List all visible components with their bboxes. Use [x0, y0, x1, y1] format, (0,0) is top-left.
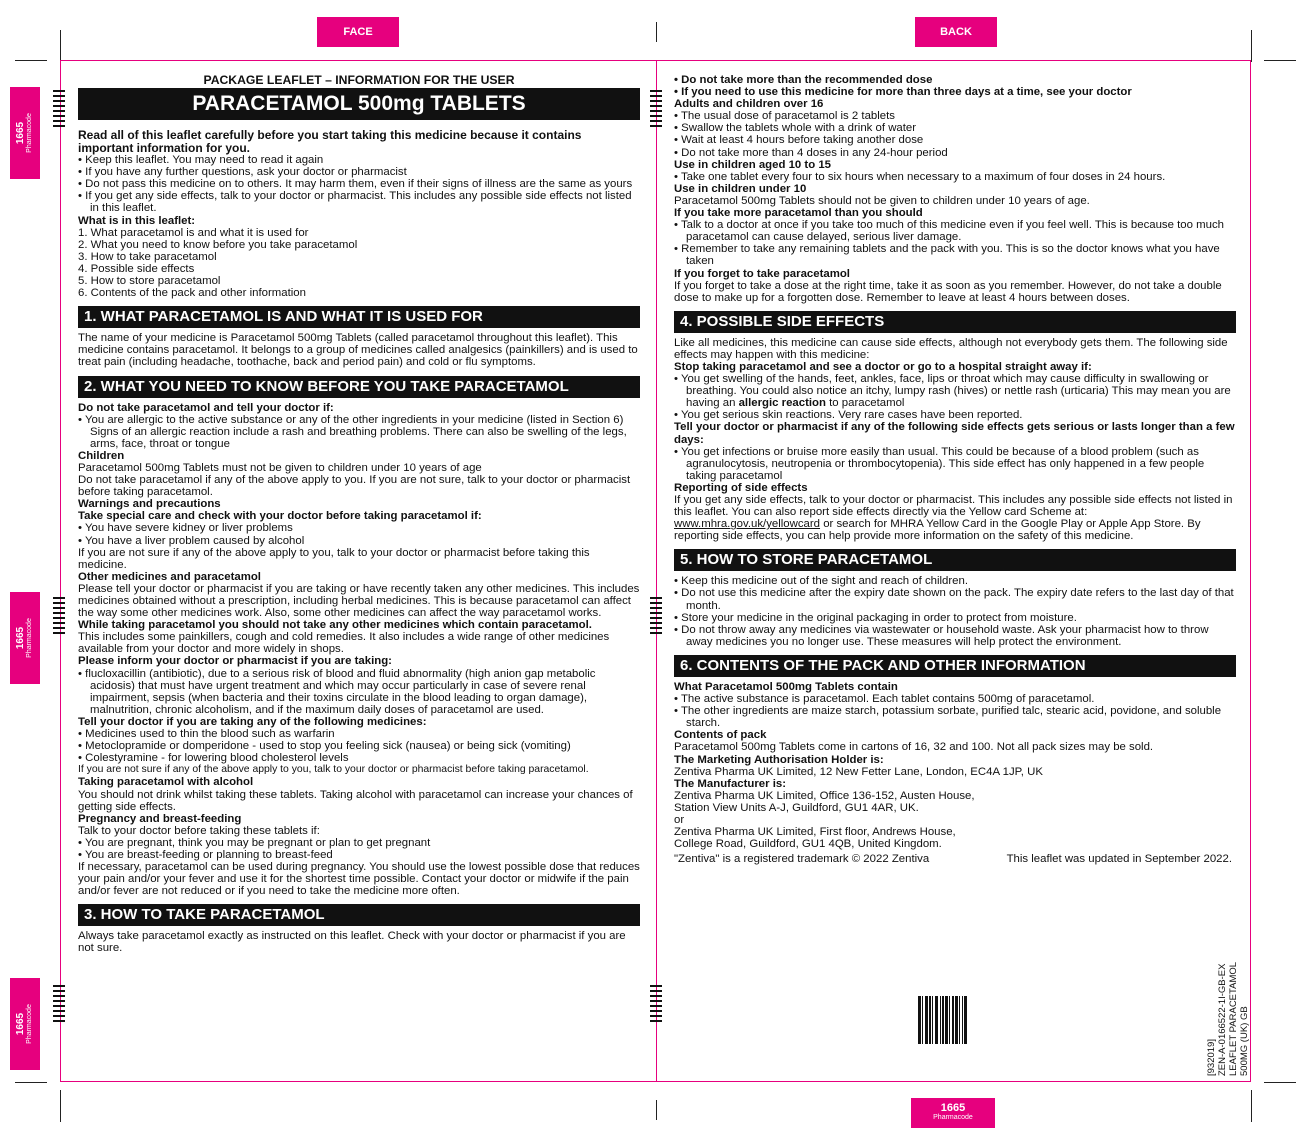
subheading: The Manufacturer is:	[674, 777, 787, 790]
paragraph	[674, 494, 1236, 542]
pharmacode-number: 1665	[940, 1102, 966, 1114]
subheading: Warnings and precautions	[78, 498, 221, 511]
list-item: • Keep this leaflet. You may need to read it again	[78, 154, 640, 166]
pharmacode-label: Pharmacode	[26, 1004, 34, 1044]
crop-mark	[656, 22, 657, 42]
list-item	[674, 373, 1236, 409]
list-item: • Metoclopramide or domperidone - used to stop you feeling sick (nausea) or being sick (vomiting)	[78, 740, 640, 752]
artwork-code-line: [932019]	[1206, 1039, 1217, 1076]
pharmacode-number: 1665	[15, 626, 27, 650]
footer-row	[674, 853, 1236, 865]
list-item: • You have a liver problem caused by alcohol	[78, 535, 640, 547]
back-tab	[915, 17, 997, 47]
list-item: • Do not throw away any medicines via wastewater or household waste. Ask your pharmacist how to throw away medicines you no longer use. These measures will help protect the environment.	[674, 624, 1236, 648]
barcode	[918, 996, 992, 1044]
crop-mark	[656, 1100, 657, 1120]
address-line: Zentiva Pharma UK Limited, First floor, Andrews House,	[674, 826, 956, 839]
allergic-reaction-emphasis: allergic reaction	[738, 397, 826, 410]
report-text: or search for MHRA Yellow Card in the Google Play or Apple App Store. By reporting side effects, you can help provide more information on the safety of this medicine.	[674, 518, 1201, 543]
contents-heading: What is in this leaflet:	[78, 214, 196, 227]
registration-marks	[53, 90, 65, 130]
list-item: • You are pregnant, think you may be pregnant or plan to get pregnant	[78, 837, 640, 849]
pharmacode-side-tab	[10, 978, 40, 1070]
paragraph: If you are not sure if any of the above apply to you, talk to your doctor or pharmacist before taking paracetamol.	[78, 764, 589, 776]
contents-item: 6. Contents of the pack and other information	[78, 287, 306, 300]
trademark-text: "Zentiva" is a registered trademark © 2022 Zentiva	[674, 853, 930, 866]
subheading: Pregnancy and breast-feeding	[78, 812, 242, 825]
list-item: • You are breast-feeding or planning to breast-feed	[78, 849, 640, 861]
section-6-heading: 6. CONTENTS OF THE PACK AND OTHER INFORMATION	[674, 655, 1236, 677]
fold-line	[656, 60, 657, 1082]
paragraph: Paracetamol 500mg Tablets come in cartons of 16, 32 and 100. Not all pack sizes may be sold.	[674, 741, 1154, 754]
registration-marks	[650, 90, 662, 130]
intro-text: Read all of this leaflet carefully before you start taking this medicine because it contains important information for you.	[78, 128, 582, 155]
crop-mark	[15, 60, 47, 61]
face-column	[78, 74, 640, 955]
subheading: Stop taking paracetamol and see a doctor or go to a hospital straight away if:	[674, 360, 1092, 373]
bullet-text: You get swelling of the hands, feet, ankles, face, lips or throat which may cause difficulty in swallowing or breathing. You could also notice an itchy, lumpy rash (hives) or nettle rash (urticaria) This may mean you are having an	[680, 373, 1231, 410]
pharmacode-side-tab	[10, 87, 40, 179]
subheading: Adults and children over 16	[674, 98, 824, 111]
back-column	[674, 74, 1236, 865]
pharmacode-side-tab	[10, 592, 40, 684]
list-item: • You are allergic to the active substance or any of the other ingredients in your medicine (listed in Section 6)	[78, 414, 640, 426]
pharmacode-label: Pharmacode	[26, 618, 34, 658]
list-item: • Medicines used to thin the blood such as warfarin	[78, 728, 640, 740]
subheading: Children	[78, 449, 125, 462]
paragraph: If you are not sure if any of the above apply to you, talk to your doctor or pharmacist before taking this medicine.	[78, 546, 590, 571]
registration-marks	[650, 985, 662, 1025]
paragraph: Paracetamol 500mg Tablets should not be given to children under 10 years of age.	[674, 194, 1090, 207]
subheading: Tell your doctor if you are taking any of the following medicines:	[78, 715, 427, 728]
subheading: Tell your doctor or pharmacist if any of the following side effects gets serious or lasts longer than a few days:	[674, 421, 1235, 446]
list-item: • Wait at least 4 hours before taking another dose	[674, 134, 1236, 146]
subheading: Taking paracetamol with alcohol	[78, 776, 254, 789]
artwork-code-line: ZEN-A-0166522-1I-GB-EX	[1217, 963, 1228, 1076]
paragraph: Signs of an allergic reaction include a rash and breathing problems. There can also be swelling of the legs, arms, face, throat or tongue	[90, 425, 627, 450]
face-tab	[317, 17, 399, 47]
list-item: • Do not take more than 4 doses in any 24-hour period	[674, 147, 1236, 159]
section-2-heading: 2. WHAT YOU NEED TO KNOW BEFORE YOU TAKE PARACETAMOL	[78, 376, 640, 398]
face-label: FACE	[343, 26, 373, 38]
list-item: • If you get any side effects, talk to your doctor or pharmacist. This includes any possible side effects not listed in this leaflet.	[78, 190, 640, 214]
bottom-pharmacode-tab	[911, 1098, 995, 1128]
report-text: If you get any side effects, talk to your doctor or pharmacist. This includes any possible side effects not listed in this leaflet. You can also report side effects directly via the Yellow card Scheme at:	[674, 494, 1233, 519]
paragraph: Please tell your doctor or pharmacist if you are taking or have recently taken any other medicines. This includes medicines obtained without a prescription, including herbal medicines. This is because paracetamol can affect the way some other medicines work. Also, some other medicines can affect the way paracetamol works.	[78, 582, 640, 620]
section-3-heading: 3. HOW TO TAKE PARACETAMOL	[78, 904, 640, 926]
address-line: College Road, Guildford, GU1 4QB, United Kingdom.	[674, 838, 942, 851]
updated-text: This leaflet was updated in September 2022.	[1006, 853, 1232, 866]
subheading: Take special care and check with your doctor before taking paracetamol if:	[78, 510, 482, 523]
leaflet-title: PARACETAMOL 500mg TABLETS	[78, 88, 640, 120]
list-item: • flucloxacillin (antibiotic), due to a serious risk of blood and fluid abnormality (high anion gap metabolic acidosis) that must have urgent treatment and which may occur particularly in case of severe renal impairment, sepsis (when bacteria and their toxins circulate in the blood leading to organ damage), malnutrition, chronic alcoholism, and if the maximum daily doses of paracetamol are used.	[78, 668, 640, 716]
subheading: Please inform your doctor or pharmacist if you are taking:	[78, 655, 392, 668]
or-text: or	[674, 813, 685, 826]
paragraph: This includes some painkillers, cough and cold remedies. It also includes a wide range of other medicines available from your doctor and more widely in shops.	[78, 631, 610, 656]
list-item: • The active substance is paracetamol. Each tablet contains 500mg of paracetamol.	[674, 693, 1236, 705]
subheading: Other medicines and paracetamol	[78, 570, 261, 583]
registration-marks	[53, 597, 65, 637]
subheading: The Marketing Authorisation Holder is:	[674, 753, 884, 766]
artwork-code-line: 500MG (UK) GB	[1239, 1006, 1250, 1076]
subheading: What Paracetamol 500mg Tablets contain	[674, 680, 898, 693]
subheading: Use in children under 10	[674, 182, 807, 195]
subheading: If you forget to take paracetamol	[674, 267, 850, 280]
crop-mark	[1264, 60, 1296, 61]
list-item: • Do not pass this medicine on to others. It may harm them, even if their signs of illness are the same as yours	[78, 178, 640, 190]
list-item: • The usual dose of paracetamol is 2 tablets	[674, 110, 1236, 122]
crop-mark	[1264, 1082, 1296, 1083]
list-item: • If you need to use this medicine for more than three days at a time, see your doctor	[674, 86, 1236, 98]
package-header: PACKAGE LEAFLET – INFORMATION FOR THE USER	[203, 73, 515, 87]
subheading: If you take more paracetamol than you should	[674, 207, 923, 220]
list-item: • Keep this medicine out of the sight and reach of children.	[674, 575, 1236, 587]
subheading: While taking paracetamol you should not take any other medicines which contain paracetamol.	[78, 619, 592, 632]
subheading: Use in children aged 10 to 15	[674, 158, 831, 171]
section-3-body: Always take paracetamol exactly as instructed on this leaflet. Check with your doctor or pharmacist if you are not sure.	[78, 930, 626, 955]
pharmacode-number: 1665	[15, 1012, 27, 1036]
paragraph: Zentiva Pharma UK Limited, 12 New Fetter Lane, London, EC4A 1JP, UK	[674, 765, 1043, 778]
list-item: • Do not use this medicine after the expiry date shown on the pack. The expiry date refers to the last day of that month.	[674, 587, 1236, 611]
contents-item: 4. Possible side effects	[78, 262, 195, 275]
registration-marks	[650, 597, 662, 637]
paragraph: Like all medicines, this medicine can cause side effects, although not everybody gets them. The following side effects may happen with this medicine:	[674, 336, 1228, 361]
crop-mark	[15, 1082, 47, 1083]
artwork-code-line: LEAFLET PARACETAMOL	[1228, 961, 1239, 1076]
list-item: • Colestyramine - for lowering blood cholesterol levels	[78, 752, 640, 764]
list-item: • The other ingredients are maize starch, potassium sorbate, purified talc, stearic acid, povidone, and soluble starch.	[674, 705, 1236, 729]
yellowcard-link[interactable]: www.mhra.gov.uk/yellowcard	[674, 518, 821, 531]
crop-mark	[1251, 30, 1252, 62]
subheading: Contents of pack	[674, 729, 767, 742]
list-item: • Store your medicine in the original packaging in order to protect from moisture.	[674, 612, 1236, 624]
section-5-heading: 5. HOW TO STORE PARACETAMOL	[674, 549, 1236, 571]
pharmacode-number: 1665	[15, 121, 27, 145]
crop-mark	[60, 30, 61, 62]
section-1-heading: 1. WHAT PARACETAMOL IS AND WHAT IT IS USED FOR	[78, 306, 640, 328]
registration-marks	[53, 985, 65, 1025]
list-item: • Do not take more than the recommended dose	[674, 74, 1236, 86]
pharmacode-label: Pharmacode	[26, 113, 34, 153]
contents-item: 3. How to take paracetamol	[78, 250, 217, 263]
crop-mark	[60, 1090, 61, 1122]
paragraph: Paracetamol 500mg Tablets must not be given to children under 10 years of age	[78, 461, 482, 474]
paragraph: If you forget to take a dose at the right time, take it as soon as you remember. However, do not take a double dose to make up for a forgotten dose. Remember to leave at least 4 hours between doses.	[674, 279, 1222, 304]
section-4-heading: 4. POSSIBLE SIDE EFFECTS	[674, 311, 1236, 333]
contents-item: 1. What paracetamol is and what it is used for	[78, 226, 309, 239]
contents-item: 5. How to store paracetamol	[78, 275, 221, 288]
list-item: • You get serious skin reactions. Very rare cases have been reported.	[674, 409, 1236, 421]
contents-item: 2. What you need to know before you take paracetamol	[78, 238, 358, 251]
paragraph: Do not take paracetamol if any of the above apply to you. If you are not sure, talk to your doctor or pharmacist before taking paracetamol.	[78, 474, 631, 499]
back-label: BACK	[940, 26, 972, 38]
paragraph: Talk to your doctor before taking these tablets if:	[78, 824, 320, 837]
address-line: Zentiva Pharma UK Limited, Office 136-152, Austen House,	[674, 789, 975, 802]
list-item: • If you have any further questions, ask your doctor or pharmacist	[78, 166, 640, 178]
subheading: Do not take paracetamol and tell your doctor if:	[78, 401, 334, 414]
pharmacode-label: Pharmacode	[933, 1114, 973, 1121]
list-item: • You have severe kidney or liver problems	[78, 522, 640, 534]
address-line: Station View Units A-J, Guildford, GU1 4AR, UK.	[674, 801, 919, 814]
list-item: • Remember to take any remaining tablets and the pack with you. This is so the doctor knows what you have taken	[674, 243, 1236, 267]
artwork-code	[1206, 962, 1250, 1076]
paragraph: If necessary, paracetamol can be used during pregnancy. You should use the lowest possible dose that reduces your pain and/or your fever and use it for the shortest time possible. Contact your doctor or midwife if the pain and/or fever are not reduced or if you need to take the medicine more often.	[78, 861, 640, 898]
list-item: • You get infections or bruise more easily than usual. This could be because of a blood problem (such as agranulocytosis, neutropenia or thrombocytopenia). This side effect has only happened in a few people taking paracetamol	[674, 446, 1236, 482]
bullet-text: to paracetamol	[825, 397, 905, 410]
section-1-body: The name of your medicine is Paracetamol 500mg Tablets (called paracetamol throughout this leaflet). This medicine contains paracetamol. It belongs to a group of medicines called analgesics (painkillers) and is used to treat pain (including headache, toothache, back and period pain) and cold or flu symptoms.	[78, 332, 638, 369]
paragraph: You should not drink whilst taking these tablets. Taking alcohol with paracetamol can increase your chances of getting side effects.	[78, 788, 633, 813]
subheading: Reporting of side effects	[674, 481, 808, 494]
list-item: • Take one tablet every four to six hours when necessary to a maximum of four doses in 24 hours.	[674, 171, 1236, 183]
list-item: • Swallow the tablets whole with a drink of water	[674, 122, 1236, 134]
barcode-bar	[967, 996, 969, 1044]
list-item: • Talk to a doctor at once if you take too much of this medicine even if you feel well. This is because too much paracetamol can cause delayed, serious liver damage.	[674, 219, 1236, 243]
crop-mark	[1251, 1090, 1252, 1122]
